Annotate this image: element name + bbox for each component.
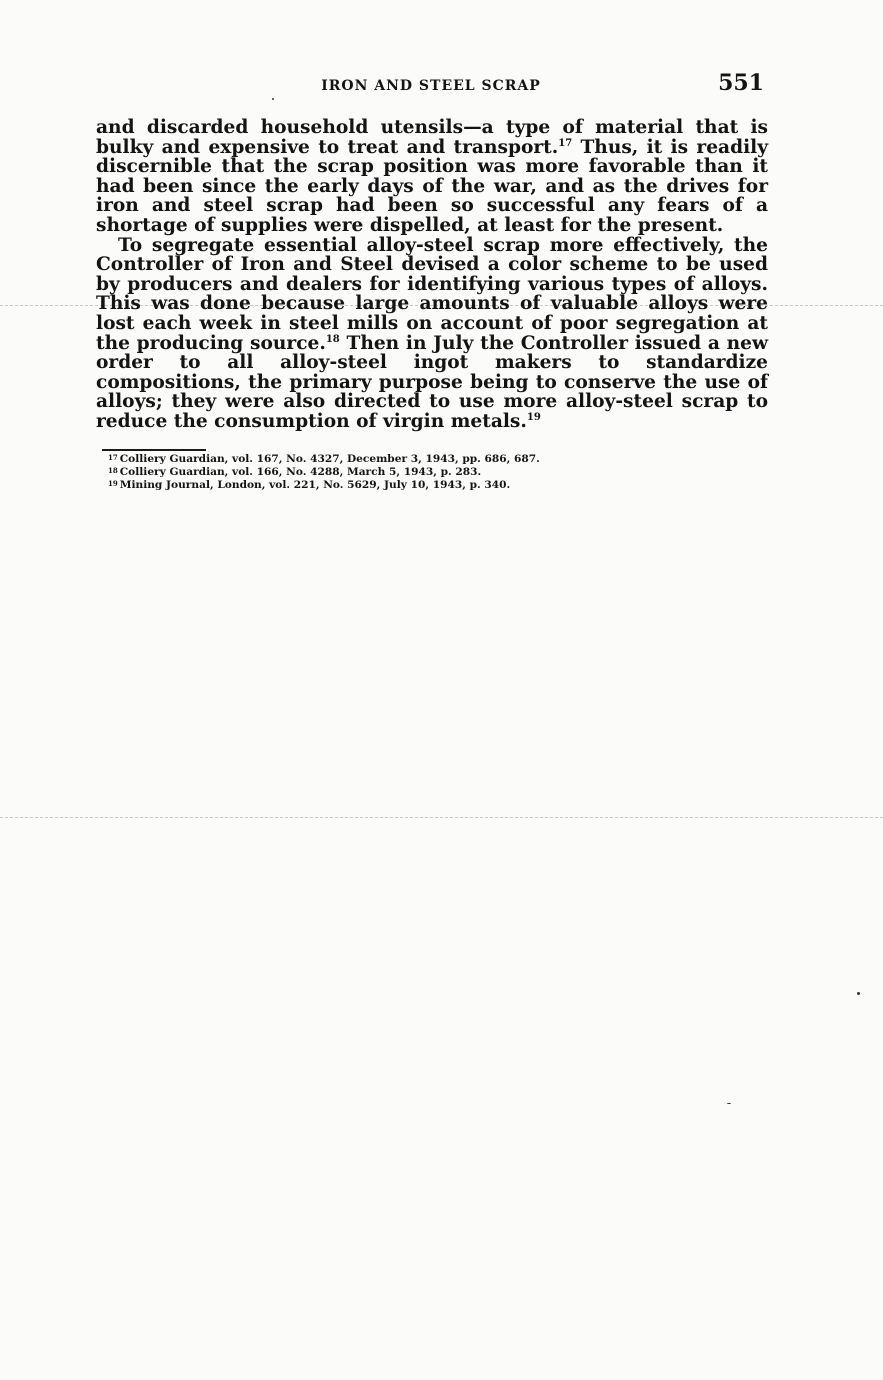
footnote-rule <box>102 449 206 451</box>
running-title: IRON AND STEEL SCRAP <box>321 78 541 94</box>
page-number: 551 <box>718 70 764 96</box>
footnote-text: Colliery Guardian, vol. 167, No. 4327, December 3, 1943, pp. 686, 687. <box>119 453 540 465</box>
paragraph-text: and discarded household utensils—a type of material that is bulky and expensive to treat and transport. <box>96 117 768 158</box>
paragraph <box>96 118 768 236</box>
footnote <box>108 465 628 478</box>
footnote-text: Colliery Guardian, vol. 166, No. 4288, March 5, 1943, p. 283. <box>119 466 482 479</box>
scan-speck <box>727 1103 731 1104</box>
footnote <box>108 452 628 465</box>
footnote-mark: 19 <box>108 479 118 489</box>
footnote-mark: 18 <box>108 466 118 476</box>
paragraph-text: Thus, it is readily discernible that the scrap position was more favorable than it had been since the early days of the war, and as the drives for iron and steel scrap had been so successful any fears of a shortage of supplies were dispelled, at least for the present. <box>96 136 769 236</box>
scan-speck <box>272 98 274 100</box>
paragraph <box>96 236 768 432</box>
footnote-mark: 17 <box>108 453 118 462</box>
footnote <box>108 478 628 491</box>
scan-artifact-line <box>0 817 883 818</box>
footnote-reference: 18 <box>325 333 340 345</box>
scan-speck <box>857 992 860 995</box>
paragraph-text: To segregate essential alloy-steel scrap more effectively, the Controller of Iron and Steel devised a color scheme to be used by producers and dealers for identifying various types of alloys. This was done because large amounts of valuable alloys were lost each week in steel mills on account of poor segregation at the producing source. <box>96 234 768 354</box>
paragraph-text: Then in July the Controller issued a new order to all alloy-steel ingot makers to standardize compositions, the primary purpose being to conserve the use of alloys; they were also directed to use more alloy-steel scrap to reduce the consumption of virgin metals. <box>96 332 768 432</box>
footnote-reference: 17 <box>558 137 573 149</box>
body-text <box>96 118 768 432</box>
running-header <box>96 72 766 102</box>
footnote-reference: 19 <box>526 411 541 423</box>
footnote-text: Mining Journal, London, vol. 221, No. 5629, July 10, 1943, p. 340. <box>119 479 511 492</box>
footnotes <box>108 452 628 492</box>
